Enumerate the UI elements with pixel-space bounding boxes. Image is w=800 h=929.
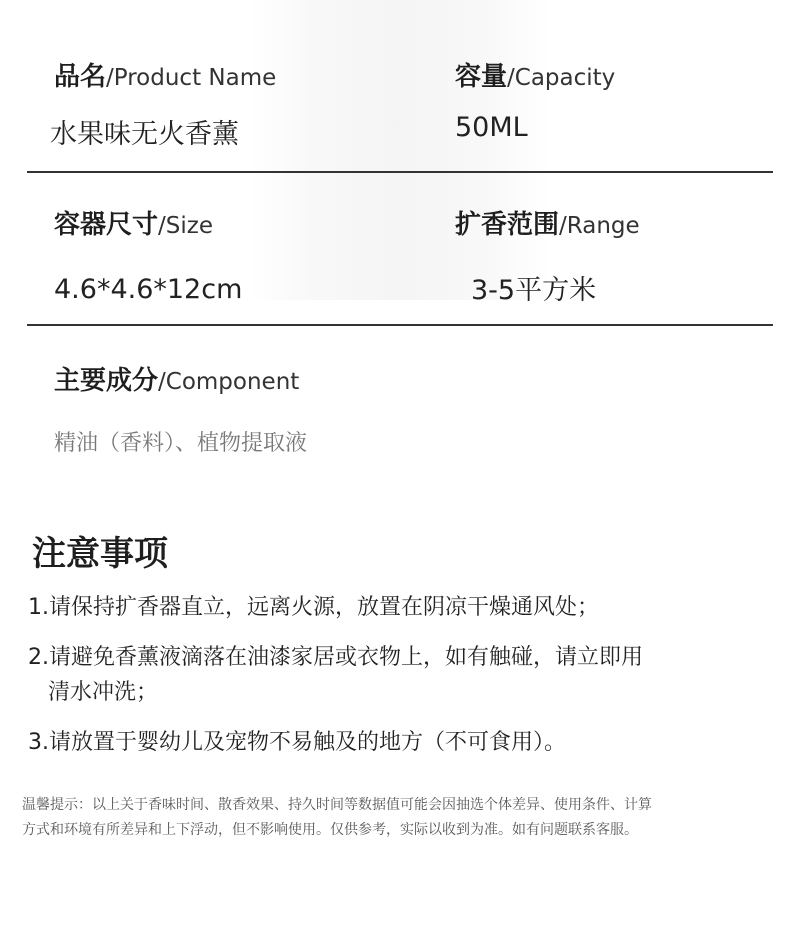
component-label-cn: 主要成分 <box>54 366 159 396</box>
notice-item-3: 3.请放置于婴幼儿及宠物不易触及的地方（不可食用）。 <box>28 730 566 755</box>
range-label-cn: 扩香范围 <box>455 210 560 240</box>
component-value: 精油（香料）、植物提取液 <box>54 431 308 456</box>
size-value: 4.6*4.6*12cm <box>54 274 243 305</box>
capacity-label-en: /Capacity <box>507 65 616 91</box>
divider-1 <box>27 171 773 173</box>
notice-title: 注意事项 <box>32 534 168 574</box>
product-name-value: 水果味无火香薰 <box>50 119 239 150</box>
size-label-cn: 容器尺寸 <box>54 210 159 240</box>
range-label <box>455 204 640 241</box>
capacity-value: 50ML <box>455 112 528 143</box>
range-label-en: /Range <box>559 213 640 239</box>
component-label-en: /Component <box>158 369 300 395</box>
notice-item-1: 1.请保持扩香器直立，远离火源，放置在阴凉干燥通风处； <box>28 595 599 620</box>
divider-2 <box>27 324 773 326</box>
component-label <box>54 360 299 397</box>
range-value: 3-5平方米 <box>471 275 597 306</box>
capacity-block <box>455 56 616 143</box>
product-name-label-en: /Product Name <box>106 65 277 91</box>
notice-item-2-continued: 清水冲洗； <box>48 680 159 705</box>
notice-item-2: 2.请避免香薰液滴落在油漆家居或衣物上，如有触碰，请立即用 <box>28 645 643 670</box>
background-product-image <box>250 0 550 300</box>
size-block <box>54 204 243 305</box>
product-name-label-cn: 品名 <box>54 62 107 92</box>
capacity-label <box>455 56 615 93</box>
capacity-label-cn: 容量 <box>455 62 508 92</box>
tip-line-2: 方式和环境有所差异和上下浮动，但不影响使用。仅供参考，实际以收到为准。如有问题联系客服。 <box>22 822 638 838</box>
product-name-label <box>54 56 276 93</box>
component-block <box>54 360 308 456</box>
range-block <box>455 204 640 306</box>
product-name-block <box>50 56 277 150</box>
size-label-en: /Size <box>158 213 213 239</box>
tip-line-1: 温馨提示：以上关于香味时间、散香效果、持久时间等数据值可能会因抽选个体差异、使用条件、计算 <box>22 797 652 813</box>
size-label <box>54 204 213 241</box>
